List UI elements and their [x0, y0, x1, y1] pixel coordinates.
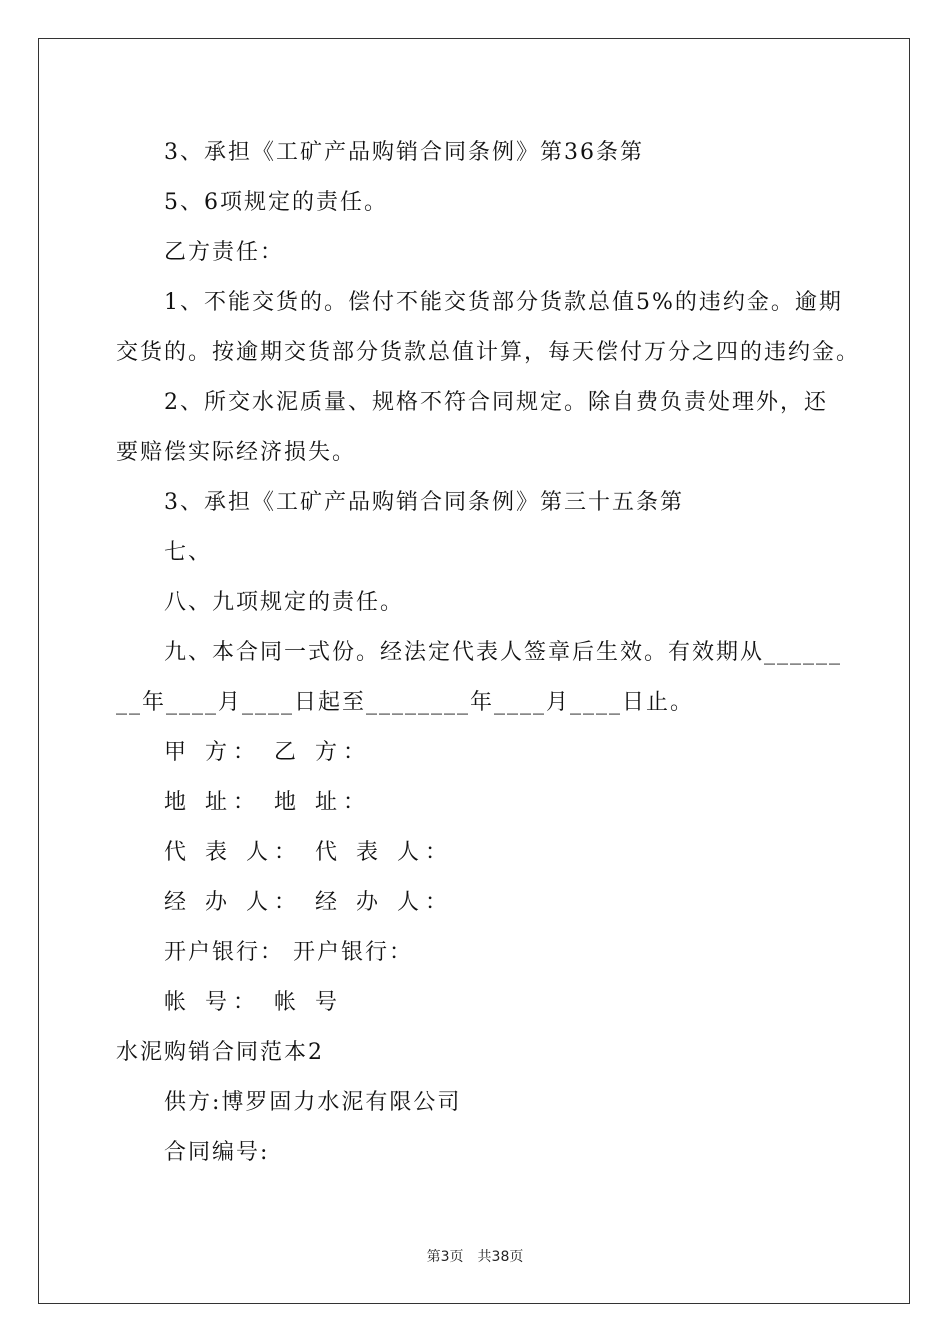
text-line: 要赔偿实际经济损失。 [116, 440, 357, 465]
text-line: 九、本合同一式份。经法定代表人签章后生效。有效期从______ [164, 640, 843, 665]
section-heading: 乙方责任： [164, 240, 285, 265]
signature-field: 代 表 人： 代 表 人： [164, 840, 453, 865]
text-line: 2、所交水泥质量、规格不符合同规定。除自费负责处理外，还 [164, 390, 828, 415]
text-line: 3、承担《工矿产品购销合同条例》第三十五条第 [164, 490, 684, 515]
signature-field: 经 办 人： 经 办 人： [164, 890, 453, 915]
signature-field: 甲 方： 乙 方： [164, 740, 371, 765]
text-line: 七、 [164, 540, 213, 565]
text-line: 交货的。按逾期交货部分货款总值计算，每天偿付万分之四的违约金。 [116, 340, 861, 365]
text-line: 合同编号: [164, 1140, 270, 1165]
text-line: 供方:博罗固力水泥有限公司 [164, 1090, 462, 1115]
text-line: __年____月____日起至________年____月____日止。 [116, 690, 695, 715]
text-line: 1、不能交货的。偿付不能交货部分货款总值5%的违约金。逾期 [164, 290, 843, 315]
document-body [116, 128, 861, 1178]
section-title: 水泥购销合同范本2 [116, 1040, 324, 1065]
signature-field: 地 址： 地 址： [164, 790, 371, 815]
text-line: 5、6项规定的责任。 [164, 190, 388, 215]
text-line: 3、承担《工矿产品购销合同条例》第36条第 [164, 140, 644, 165]
signature-field: 帐 号： 帐 号 [164, 990, 343, 1015]
page-number: 第3页 共38页 [426, 1249, 524, 1265]
signature-field: 开户银行： 开户银行： [164, 940, 413, 965]
text-line: 八、九项规定的责任。 [164, 590, 405, 615]
